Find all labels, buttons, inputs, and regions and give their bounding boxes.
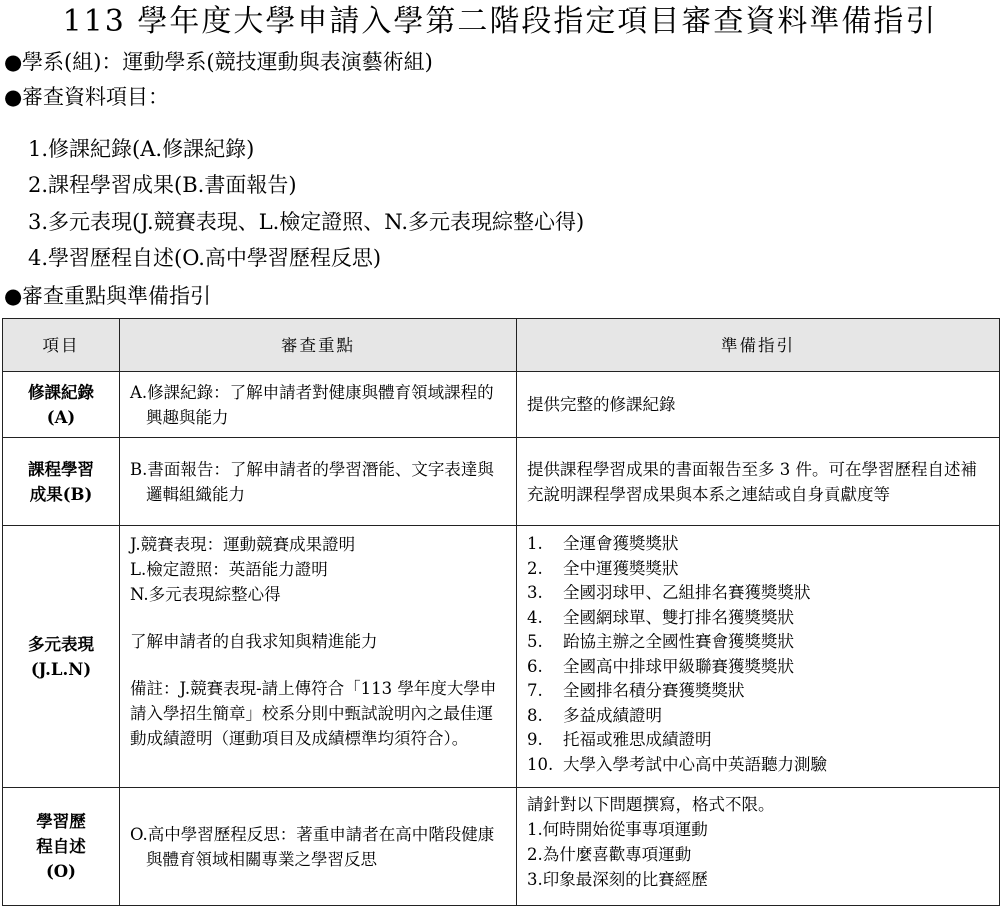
guide-list — [527, 532, 989, 777]
list-item: 9. 托福或雅思成績證明 — [527, 730, 712, 749]
list-item: 1. 全運會獲獎獎狀 — [527, 534, 679, 553]
review-item: 2.課程學習成果(B.書面報告) — [28, 173, 297, 197]
row-guide: 提供完整的修課紀錄 — [517, 372, 1000, 438]
row-focus: J.競賽表現：運動競賽成果證明 L.檢定證照：英語能力證明 N.多元表現綜整心得 了解申請者的自我求知與精進能力 備註：J.競賽表現-請上傳符合「113 學年度大學申請入學招生簡章」校系分則中甄試說明內之最佳運動成績證明（運動項目及成績標準均須符合）。 — [120, 526, 517, 788]
list-item: 6. 全國高中排球甲級聯賽獲獎獎狀 — [527, 656, 794, 676]
bullet-icon: ● — [4, 284, 23, 308]
review-item: 1.修課紀錄(A.修課紀錄) — [28, 137, 255, 161]
row-guide — [517, 526, 1000, 788]
table-row — [3, 438, 1000, 526]
department-text: 學系(組)：運動學系(競技運動與表演藝術組) — [22, 50, 433, 74]
list-item: 5. 跆協主辦之全國性賽會獲獎獎狀 — [527, 632, 794, 651]
table-row — [3, 526, 1000, 788]
review-items-heading-text: 審查資料項目： — [22, 85, 169, 109]
guide-heading-text: 審查重點與準備指引 — [22, 284, 211, 308]
list-item: 7. 全國排名積分賽獲獎獎狀 — [527, 681, 745, 700]
row-item: 多元表現 (J.L.N) — [3, 526, 120, 788]
header-item: 項目 — [3, 319, 120, 372]
review-items-heading — [4, 82, 169, 112]
row-focus: B.書面報告：了解申請者的學習潛能、文字表達與邏輯組織能力 — [120, 438, 517, 526]
list-item: 3. 全國羽球甲、乙組排名賽獲獎獎狀 — [527, 583, 811, 602]
review-table — [2, 318, 1000, 906]
department-line — [4, 47, 433, 77]
list-item: 10. 大學入學考試中心高中英語聽力測驗 — [527, 754, 827, 774]
row-focus: O.高中學習歷程反思：著重申請者在高中階段健康與體育領域相關專業之學習反思 — [120, 788, 517, 906]
table-row — [3, 372, 1000, 438]
list-item: 2. 全中運獲獎獎狀 — [527, 558, 679, 578]
bullet-icon: ● — [4, 50, 23, 74]
row-item: 學習歷 程自述 (O) — [3, 788, 120, 906]
row-item: 修課紀錄 (A) — [3, 372, 120, 438]
list-item: 8. 多益成績證明 — [527, 705, 662, 725]
row-item: 課程學習 成果(B) — [3, 438, 120, 526]
guide-heading — [4, 281, 211, 311]
row-guide: 請針對以下問題撰寫，格式不限。 1.何時開始從事專項運動 2.為什麼喜歡專項運動 3.印象最深刻的比賽經歷 — [517, 788, 1000, 906]
review-item: 3.多元表現(J.競賽表現、L.檢定證照、N.多元表現綜整心得) — [28, 210, 585, 234]
row-guide: 提供課程學習成果的書面報告至多 3 件。可在學習歷程自述補充說明課程學習成果與本系之連結或自身貢獻度等 — [517, 438, 1000, 526]
header-focus: 審查重點 — [120, 319, 517, 372]
header-guide: 準備指引 — [517, 319, 1000, 372]
row-focus: A.修課紀錄：了解申請者對健康與體育領域課程的興趣與能力 — [120, 372, 517, 438]
review-item: 4.學習歷程自述(O.高中學習歷程反思) — [28, 246, 382, 270]
table-row — [3, 788, 1000, 906]
table-header-row — [3, 319, 1000, 372]
page-title: 113 學年度大學申請入學第二階段指定項目審查資料準備指引 — [62, 4, 938, 39]
list-item: 4. 全國網球單、雙打排名獲獎獎狀 — [527, 607, 794, 627]
bullet-icon: ● — [4, 85, 23, 109]
